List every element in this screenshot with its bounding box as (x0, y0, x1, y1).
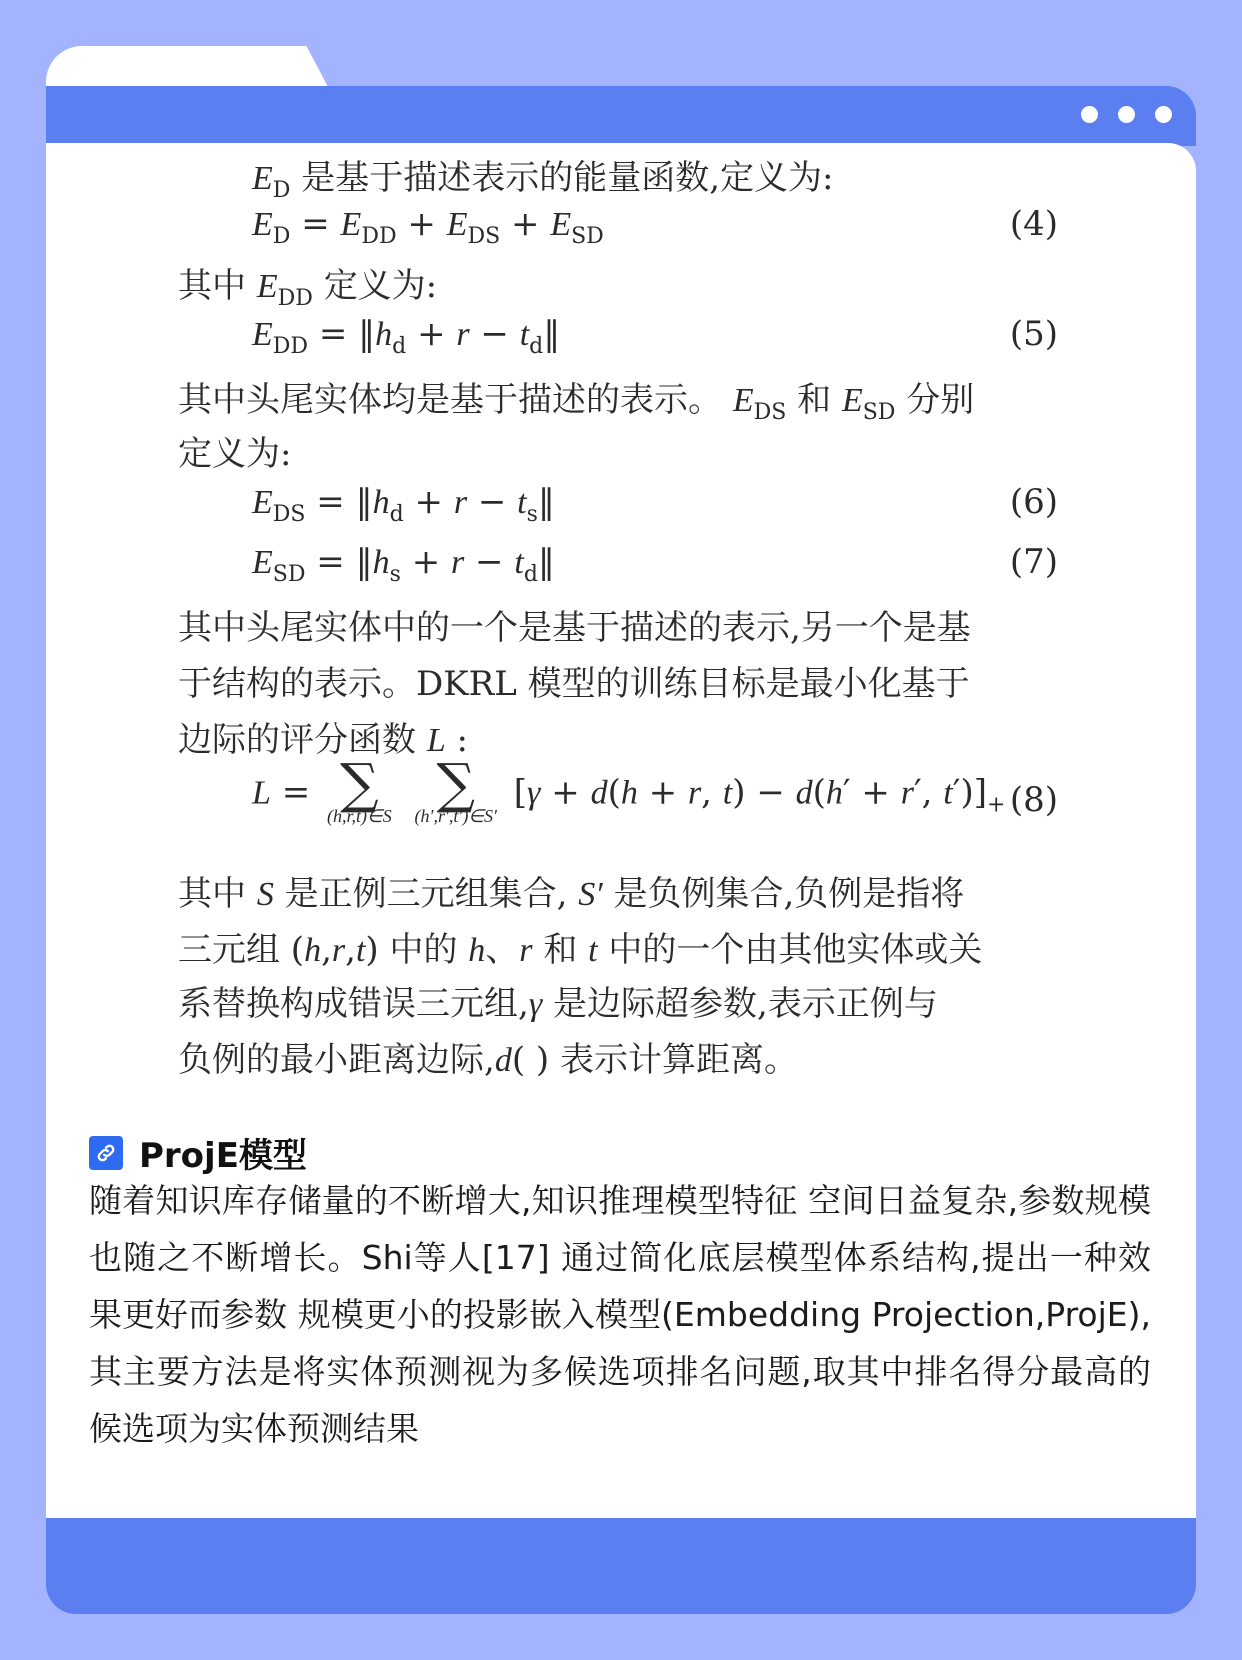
sentence-2: 其中头尾实体中的一个是基于描述的表示,另一个是基 (178, 608, 971, 648)
sentence-2-end: 边际的评分函数 L : (178, 720, 468, 760)
equation-number: (6) (1009, 482, 1058, 522)
equation-5: $E_{DD}$ = $‖h_d + r$ − $t_d‖$ (252, 314, 561, 359)
dd-intro: 其中 $E_{DD}$ 定义为: (178, 266, 438, 311)
dot-icon (1081, 106, 1098, 123)
card-footer-bar (46, 1518, 1196, 1614)
sentence-3: 其中 S 是正例三元组集合, S′ 是负例集合,负例是指将 (178, 874, 965, 914)
sum-symbol: ∑ (h,r,t)∈S (327, 752, 392, 826)
sentence-3-cont2: 系替换构成错误三元组,γ 是边际超参数,表示正例与 (178, 984, 938, 1024)
equation-6: $E_{DS}$ = $‖h_d + r$ − $t_s‖$ (252, 482, 555, 527)
section-title: ProjE模型 (139, 1136, 307, 1176)
card-header-bar (46, 86, 1196, 146)
sentence-3-cont: 三元组 (h,r,t) 中的 h、r 和 t 中的一个由其他实体或关 (178, 930, 983, 970)
dot-icon (1118, 106, 1135, 123)
sentence-1: 其中头尾实体均是基于描述的表示。 $E_{DS}$ 和 $E_{SD}$ 分别 (178, 380, 975, 425)
equation-number: (4) (1009, 204, 1058, 244)
equation-number: (7) (1009, 542, 1058, 582)
equation-number: (8) (1009, 780, 1058, 820)
body-paragraph: 随着知识库存储量的不断增大,知识推理模型特征 空间日益复杂,参数规模也随之不断增长。Shi等人[17] 通过简化底层模型体系结构,提出一种效果更好而参数 规模更小的投影嵌入模型(Embedding Projection,ProjE), 其主要方法是将实体预测视为多候选项排名问题,取其中排名得分最高的候选项为实体预测结果 (89, 1181, 1151, 1448)
sum-symbol: ∑ (h′,r′,t′)∈S′ (414, 752, 497, 826)
section-heading (89, 1128, 307, 1177)
sentence-2-cont: 于结构的表示。DKRL 模型的训练目标是最小化基于 (178, 664, 970, 704)
sentence-3-end: 负例的最小距离边际,d( ) 表示计算距离。 (178, 1040, 798, 1080)
equation-7: $E_{SD}$ = $‖h_s + r$ − $t_d‖$ (252, 542, 555, 587)
equation-number: (5) (1009, 314, 1058, 354)
dot-icon (1155, 106, 1172, 123)
equation-8: L = ∑ (h,r,t)∈S ∑ (h′,r′,t′)∈S′ [γ + d(h + r, t) − d(h′ + r′, $t')]_+$ (252, 752, 1006, 826)
formula-intro: $E_D$ 是基于描述表示的能量函数,定义为: (252, 158, 834, 203)
window-dots (1081, 106, 1172, 123)
equation-4: $E_D = E_{DD} + E_{DS} + E_{SD}$ (252, 204, 604, 249)
link-icon (89, 1136, 123, 1170)
sentence-1-cont: 定义为: (178, 434, 292, 474)
